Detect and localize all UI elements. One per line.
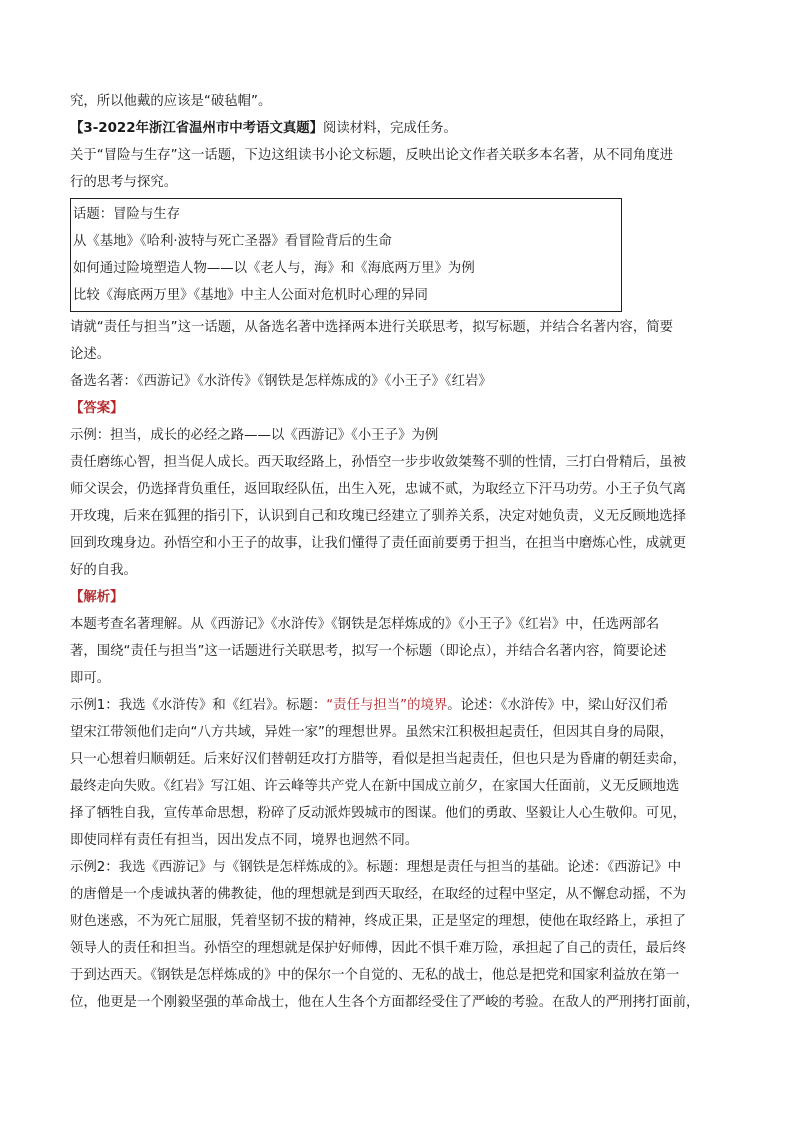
box-line: 比较《海底两万里》《基地》中主人公面对危机时心理的异同 [73, 288, 428, 303]
question-instruction: 阅读材料，完成任务。 [323, 121, 457, 136]
text-line: 关于“冒险与生存”这一话题，下边这组读书小论文标题，反映出论文作者关联多本名著，从不同角度进 [70, 148, 674, 163]
text-line: 即使同样有责任有担当，因出发点不同，境界也迥然不同。 [70, 833, 419, 848]
text-line: 望宋江带领他们走向“八方共域，异姓一家”的理想世界。虽然宋江积极担起责任，但因其自身的局限， [70, 725, 674, 740]
text-line: 责任磨练心智，担当促人成长。西天取经路上，孙悟空一步步收敛桀骜不驯的性情，三打白骨精后，虽被 [70, 455, 686, 470]
text-line: 著，围绕“责任与担当”这一话题进行关联思考，拟写一个标题（即论点），并结合名著内容，简要论述 [70, 644, 667, 659]
text-line: 备选名著：《西游记》《水浒传》《钢铁是怎样炼成的》《小王子》《红岩》 [70, 374, 492, 389]
analysis-label: 【解析】 [70, 590, 124, 605]
text-line: 的唐僧是一个虔诚执著的佛教徒，他的理想就是到西天取经，在取经的过程中坚定，从不懈怠动摇，不为 [70, 887, 686, 902]
text-line: 只一心想着归顺朝廷。后来好汉们替朝廷攻打方腊等，看似是担当起责任，但也只是为昏庸的朝廷卖命， [70, 752, 686, 767]
text-line: 示例2：我选《西游记》与《钢铁是怎样炼成的》。标题：理想是责任与担当的基础。论述：《西游记》中 [70, 860, 682, 875]
text-line: 最终走向失败。《红岩》写江姐、许云峰等共产党人在新中国成立前夕，在家国大任面前，义无反顾地选 [70, 779, 680, 794]
box-line: 从《基地》《哈利·波特与死亡圣器》看冒险背后的生命 [73, 234, 392, 249]
text-line: 示例：担当，成长的必经之路——以《西游记》《小王子》为例 [70, 428, 439, 443]
text-line: 论述。 [70, 347, 111, 362]
text-line: 行的思考与探究。 [70, 175, 178, 190]
text-line: 择了牺牲自我，宣传革命思想，粉碎了反动派炸毁城市的图谋。他们的勇敢、坚毅让人心生敬仰。可见， [70, 806, 686, 821]
topic-box [70, 198, 622, 312]
text-line: 好的自我。 [70, 563, 137, 578]
text-line: 究，所以他戴的应该是“破毡帽”。 [70, 94, 272, 109]
text-line: 财色迷惑，不为死亡屈服，凭着坚韧不拔的精神，终成正果，正是坚定的理想，使他在取经路上，承担了 [70, 914, 686, 929]
question-source: 【3-2022年浙江省温州市中考语文真题】 [70, 121, 324, 136]
text-line: 本题考查名著理解。从《西游记》《水浒传》《钢铁是怎样炼成的》《小王子》《红岩》中，任选两部名 [70, 617, 660, 632]
answer-label: 【答案】 [70, 401, 124, 416]
document-page [70, 88, 730, 1016]
example-1-title: “责任与担当”的境界 [326, 698, 448, 713]
text-line: 回到玫瑰身边。孙悟空和小王子的故事，让我们懂得了责任面前要勇于担当，在担当中磨炼心性，成就更 [70, 536, 686, 551]
text-line: 领导人的责任和担当。孙悟空的理想就是保护好师傅，因此不惧千难万险，承担起了自己的责任，最后终 [70, 941, 686, 956]
text-line: 于到达西天。《钢铁是怎样炼成的》中的保尔一个自觉的、无私的战士，他总是把党和国家利益放在第一 [70, 968, 680, 983]
text-line: 请就“责任与担当”这一话题，从备选名著中选择两本进行关联思考，拟写标题，并结合名著内容，简要 [70, 320, 674, 335]
example-1-header [70, 692, 730, 719]
example-1-prefix: 示例1：我选《水浒传》和《红岩》。标题： [70, 698, 327, 713]
text-line: 开玫瑰，后来在狐狸的指引下，认识到自己和玫瑰已经建立了驯养关系，决定对她负责，义无反顾地选择 [70, 509, 686, 524]
box-line: 如何通过险境塑造人物——以《老人与，海》和《海底两万里》为例 [73, 261, 475, 276]
text-line: 即可。 [70, 671, 111, 686]
box-line: 话题：冒险与生存 [73, 207, 181, 222]
text-line: 师父误会，仍选择背负重任，返回取经队伍，出生入死，忠诚不贰，为取经立下汗马功劳。小王子负气离 [70, 482, 686, 497]
question-header [70, 115, 730, 142]
text-line: 位，他更是一个刚毅坚强的革命战士，他在人生各个方面都经受住了严峻的考验。在敌人的严刑拷打面前， [70, 995, 700, 1010]
example-1-suffix: 。论述：《水浒传》中，梁山好汉们希 [447, 698, 669, 713]
